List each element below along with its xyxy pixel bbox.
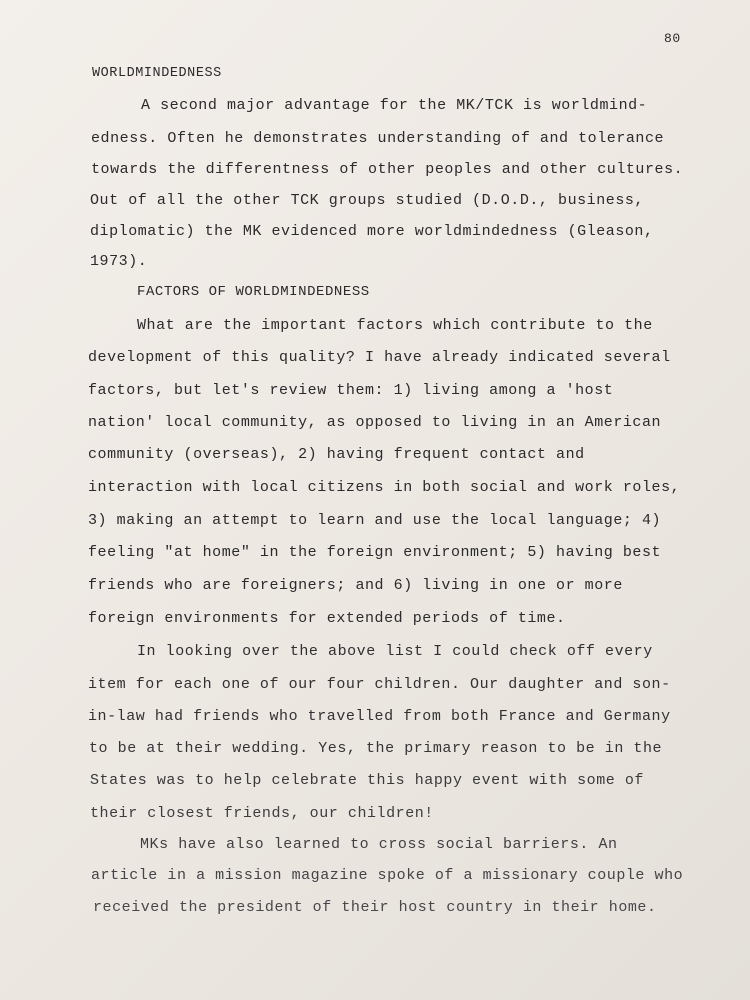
paragraph-3-line: to be at their wedding. Yes, the primary reason to be in the	[89, 740, 663, 757]
show-through-text	[240, 55, 249, 87]
page-number: 80	[664, 31, 681, 46]
paragraph-1-line: 1973).	[90, 253, 148, 270]
paragraph-2-line: friends who are foreigners; and 6) living in one or more	[88, 577, 623, 594]
section-heading: WORLDMINDEDNESS	[92, 66, 222, 81]
paragraph-2-line: community (overseas), 2) having frequent contact and	[88, 446, 585, 463]
paragraph-3-line: States was to help celebrate this happy event with some of	[90, 772, 644, 789]
paragraph-2-line: What are the important factors which contribute to the	[137, 317, 653, 334]
paragraph-1-line: towards the differentness of other peoples and other cultures.	[91, 161, 684, 178]
paragraph-2-line: development of this quality? I have already indicated several	[88, 349, 671, 366]
paragraph-4-line: article in a mission magazine spoke of a missionary couple who	[91, 867, 684, 884]
paragraph-2-line: feeling "at home" in the foreign environment; 5) having best	[88, 544, 662, 561]
paragraph-1-line: edness. Often he demonstrates understanding of and tolerance	[91, 130, 665, 147]
paragraph-3-line: item for each one of our four children. Our daughter and son-	[88, 676, 671, 693]
paragraph-1-line: A second major advantage for the MK/TCK is worldmind-	[141, 97, 648, 114]
paragraph-2-line: interaction with local citizens in both social and work roles,	[88, 479, 681, 496]
paragraph-2-line: nation' local community, as opposed to living in an American	[88, 414, 662, 431]
paragraph-4-line: MKs have also learned to cross social barriers. An	[140, 836, 618, 853]
subheading: FACTORS OF WORLDMINDEDNESS	[137, 284, 370, 300]
paragraph-1-line: diplomatic) the MK evidenced more worldmindedness (Gleason,	[90, 223, 654, 240]
paragraph-2-line: foreign environments for extended periods of time.	[88, 610, 566, 627]
paragraph-3-line: in-law had friends who travelled from both France and Germany	[88, 708, 671, 725]
paragraph-1-line: Out of all the other TCK groups studied (D.O.D., business,	[90, 192, 644, 209]
paragraph-2-line: 3) making an attempt to learn and use the local language; 4)	[88, 512, 662, 529]
paragraph-2-line: factors, but let's review them: 1) living among a 'host	[88, 382, 614, 399]
paragraph-3-line: In looking over the above list I could check off every	[137, 643, 653, 660]
paragraph-3-line: their closest friends, our children!	[90, 805, 434, 822]
paragraph-4-line: received the president of their host country in their home.	[93, 899, 657, 916]
